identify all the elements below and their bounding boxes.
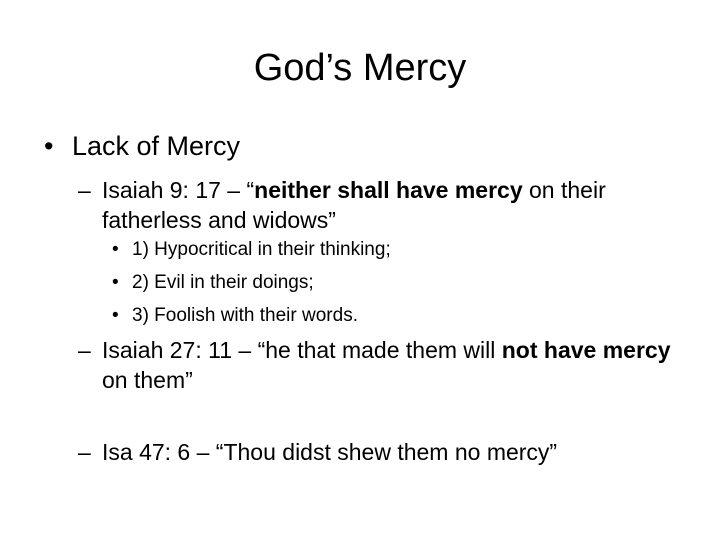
dash-marker: – [78,439,91,465]
sub-bullet-isaiah-9-17 [78,175,702,235]
bullet-dot: • [112,305,119,326]
quote-prefix: Isaiah 27: 11 – “he that made them will [102,337,502,363]
bullet-dot: • [112,272,119,293]
list-item-text: 3) Foolish with their words. [132,305,358,326]
list-item [112,303,358,328]
quote-emphasis: neither shall have mercy [254,177,523,203]
quote-prefix: Isaiah 9: 17 – “ [102,177,255,203]
slide-title: God’s Mercy [253,47,467,89]
sub-bullet-isaiah-27-11 [78,335,702,395]
bullet-text: Lack of Mercy [72,131,241,161]
quote-text: Isa 47: 6 – “Thou didst shew them no mercy” [102,439,558,465]
quote-suffix: on them” [102,367,193,393]
list-item-text: 1) Hypocritical in their thinking; [132,239,391,260]
quote-emphasis: not have mercy [501,337,671,363]
bullet-dot: • [112,239,119,260]
list-item [112,237,391,262]
quote-suffix: on their fatherless and widows” [102,177,606,233]
bullet-dot: • [44,131,54,161]
bullet-lack-of-mercy [44,128,240,164]
list-item-text: 2) Evil in their doings; [132,272,314,293]
dash-marker: – [78,177,91,203]
dash-marker: – [78,337,91,363]
list-item [112,270,314,295]
sub-bullet-isa-47-6 [78,437,702,467]
